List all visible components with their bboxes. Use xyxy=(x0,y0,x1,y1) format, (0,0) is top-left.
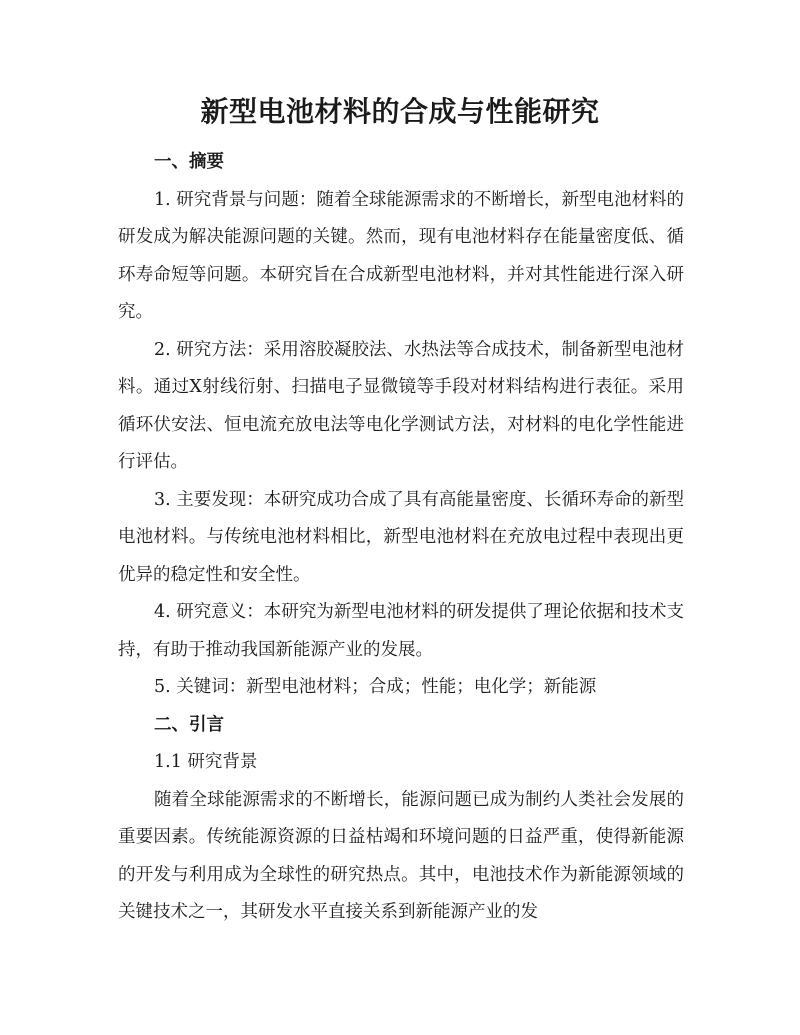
abstract-item-keywords: 5. 关键词：新型电池材料；合成；性能；电化学；新能源 xyxy=(154,677,597,697)
abstract-item-findings: 3. 主要发现：本研究成功合成了具有高能量密度、长循环寿命的新型电池材料。与传统电池材料相比，新型电池材料在充放电过程中表现出更优异的稳定性和安全性。 xyxy=(118,489,684,585)
section-heading-introduction: 二、引言 xyxy=(154,714,224,735)
section-heading-abstract: 一、摘要 xyxy=(154,152,224,172)
introduction-paragraph: 随着全球能源需求的不断增长，能源问题已成为制约人类社会发展的重要因素。传统能源资源的日益枯竭和环境问题的日益严重，使得新能源的开发与利用成为全球性的研究热点。其中，电池技术作为新能源领域的关键技术之一，其研发水平直接关系到新能源产业的发 xyxy=(118,789,684,922)
document-title: 新型电池材料的合成与性能研究 xyxy=(200,95,600,128)
document-body xyxy=(118,144,684,932)
abstract-item-background: 1. 研究背景与问题：随着全球能源需求的不断增长，新型电池材料的研发成为解决能源问题的关键。然而，现有电池材料存在能量密度低、循环寿命短等问题。本研究旨在合成新型电池材料，并对其性能进行深入研究。 xyxy=(118,189,684,322)
subsection-heading-background: 1.1 研究背景 xyxy=(154,752,258,772)
abstract-item-significance: 4. 研究意义：本研究为新型电池材料的研发提供了理论依据和技术支持，有助于推动我国新能源产业的发展。 xyxy=(118,602,684,660)
abstract-item-methods: 2. 研究方法：采用溶胶凝胶法、水热法等合成技术，制备新型电池材料。通过X射线衍射、扫描电子显微镜等手段对材料结构进行表征。采用循环伏安法、恒电流充放电法等电化学测试方法，对材料的电化学性能进行评估。 xyxy=(118,339,684,472)
